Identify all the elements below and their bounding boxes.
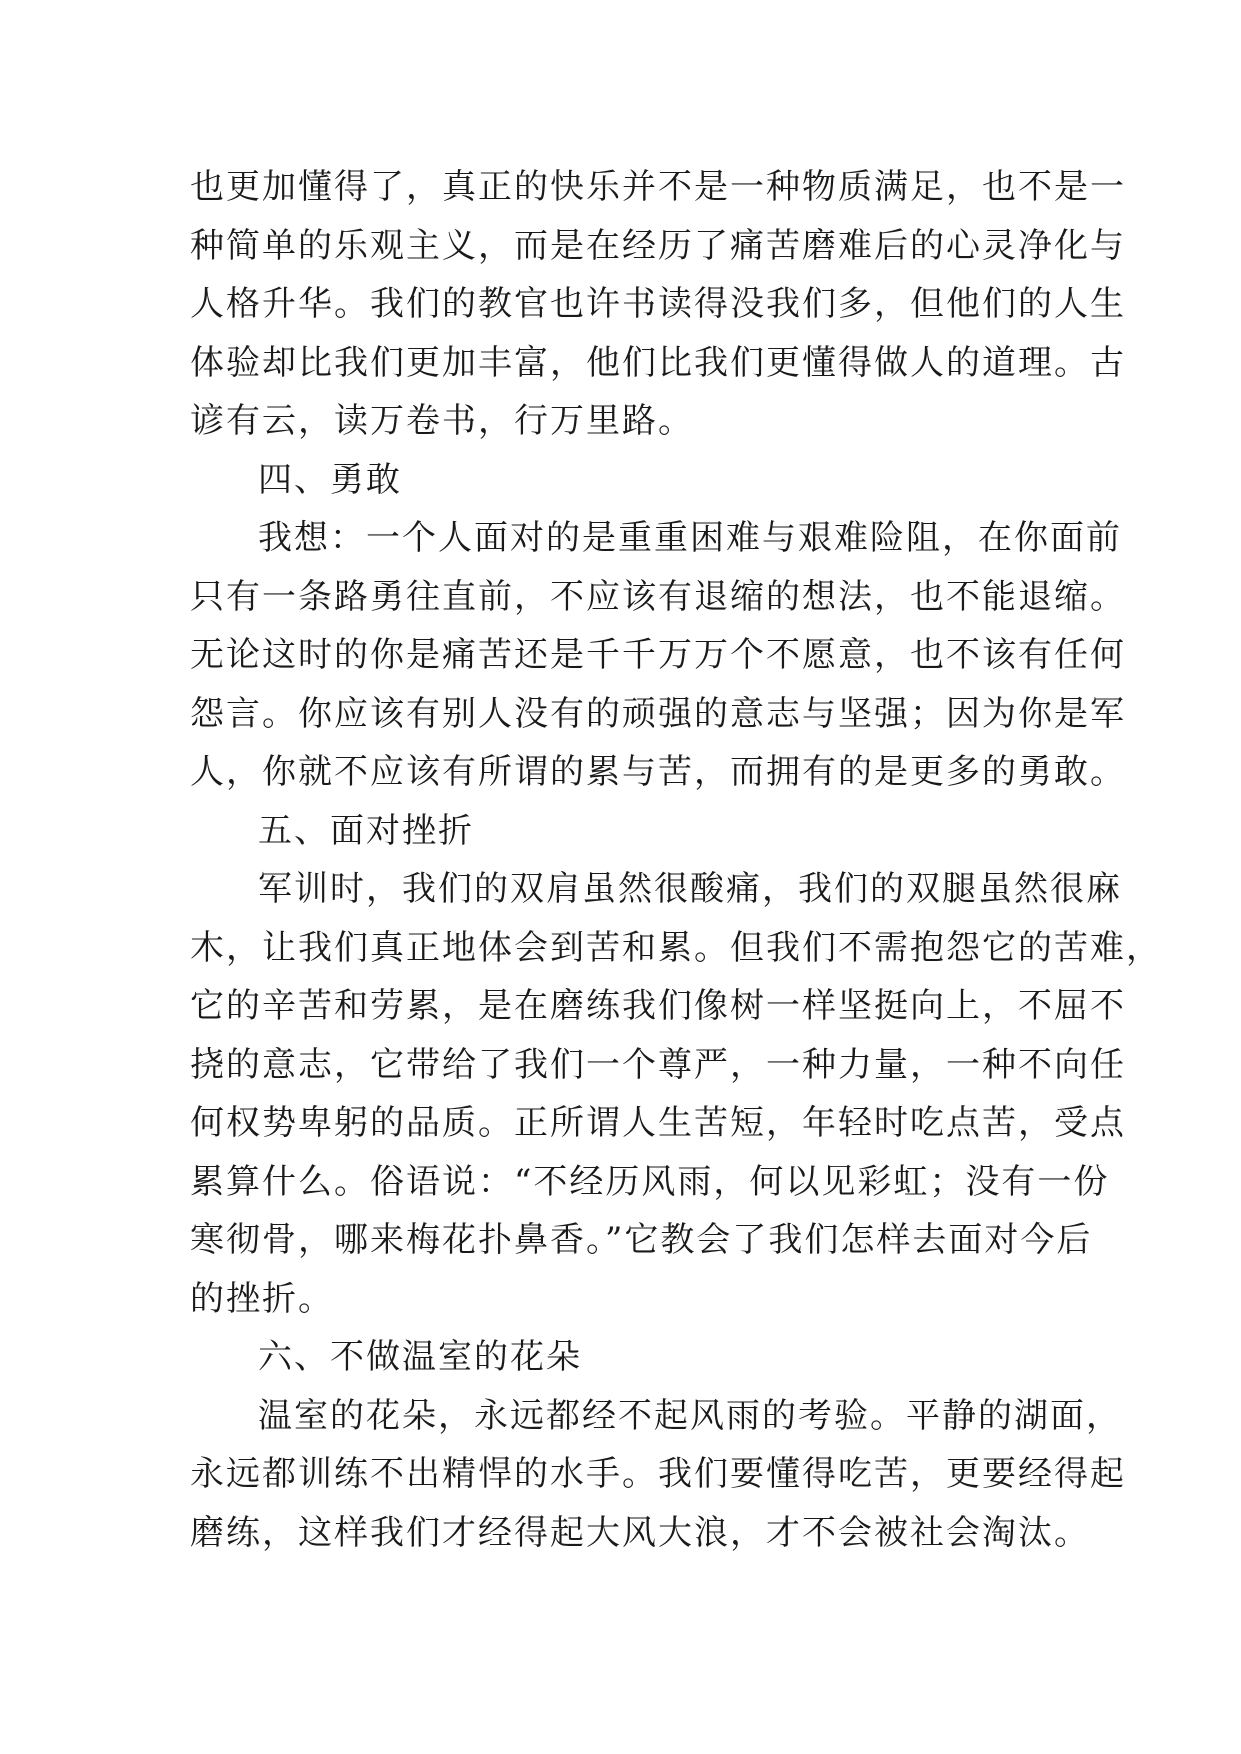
section-heading: 四、勇敢: [258, 459, 402, 500]
paragraph-line: 它的辛苦和劳累，是在磨练我们像树一样坚挺向上，不屈不: [190, 986, 1126, 1026]
paragraph-line: 谚有云，读万卷书，行万里路。: [190, 401, 694, 441]
paragraph-line: 何权势卑躬的品质。正所谓人生苦短，年轻时吃点苦，受点: [190, 1103, 1126, 1143]
paragraph-line: 挠的意志，它带给了我们一个尊严，一种力量，一种不向任: [190, 1044, 1126, 1085]
section-heading: 六、不做温室的花朵: [258, 1337, 582, 1377]
paragraph-line: 怨言。你应该有别人没有的顽强的意志与坚强；因为你是军: [190, 693, 1126, 734]
paragraph-line: 军训时，我们的双肩虽然很酸痛，我们的双腿虽然很麻: [258, 869, 1122, 909]
paragraph-line: 也更加懂得了，真正的快乐并不是一种物质满足，也不是一: [190, 167, 1126, 207]
paragraph-line: 永远都训练不出精悍的水手。我们要懂得吃苦，更要经得起: [190, 1454, 1126, 1494]
paragraph-line: 的挫折。: [190, 1278, 334, 1319]
paragraph-line: 无论这时的你是痛苦还是千千万万个不愿意，也不该有任何: [190, 635, 1126, 675]
paragraph-line: 我想：一个人面对的是重重困难与艰难险阻，在你面前: [258, 518, 1122, 558]
paragraph-line: 木，让我们真正地体会到苦和累。但我们不需抱怨它的苦难，: [190, 927, 1162, 968]
paragraph-line: 只有一条路勇往直前，不应该有退缩的想法，也不能退缩。: [190, 576, 1126, 617]
paragraph-line: 种简单的乐观主义，而是在经历了痛苦磨难后的心灵净化与: [190, 225, 1126, 266]
paragraph-line: 累算什么。俗语说：“不经历风雨，何以见彩虹；没有一份: [190, 1161, 1110, 1202]
paragraph-line: 人格升华。我们的教官也许书读得没我们多，但他们的人生: [190, 284, 1126, 324]
paragraph-line: 磨练，这样我们才经得起大风大浪，才不会被社会淘汰。: [190, 1512, 1090, 1553]
paragraph-line: 寒彻骨，哪来梅花扑鼻香。”它教会了我们怎样去面对今后: [190, 1220, 1093, 1260]
section-heading: 五、面对挫折: [258, 810, 474, 851]
paragraph-line: 体验却比我们更加丰富，他们比我们更懂得做人的道理。古: [190, 342, 1126, 383]
paragraph-line: 人，你就不应该有所谓的累与苦，而拥有的是更多的勇敢。: [190, 752, 1126, 792]
paragraph-line: 温室的花朵，永远都经不起风雨的考验。平静的湖面，: [258, 1395, 1122, 1436]
document-body: [190, 158, 1162, 1562]
